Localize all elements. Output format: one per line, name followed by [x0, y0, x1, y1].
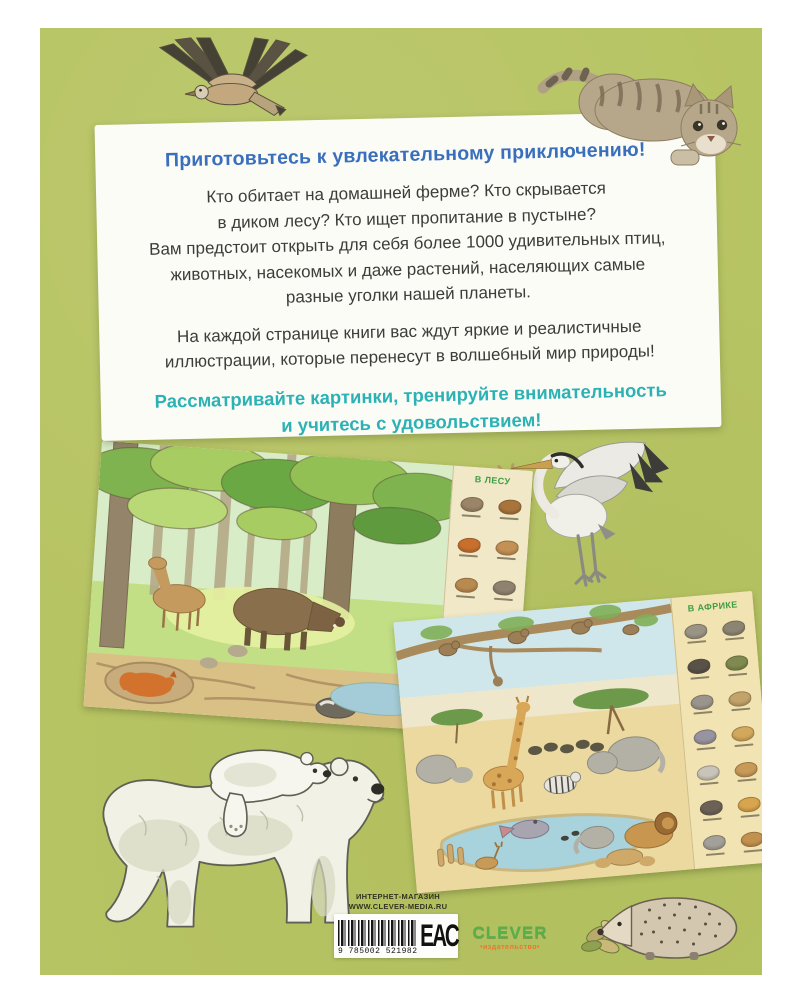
zebra-thumbnail [696, 764, 721, 785]
marten-thumbnail [497, 499, 521, 520]
thumbnail-caption [702, 817, 721, 821]
ostrich-icon [687, 658, 711, 675]
cover-background [40, 28, 762, 975]
forest-scene-illustration [83, 441, 453, 731]
thumbnail-caption [696, 747, 715, 751]
meerkat-icon [728, 690, 752, 707]
rhinoceros-thumbnail [690, 694, 715, 715]
savanna-scene-illustration [393, 598, 694, 893]
thumbnail-caption [732, 708, 751, 712]
blurb-paragraph-2 [99, 311, 720, 376]
secretary-bird-icon [683, 623, 707, 640]
gazelle-icon [734, 761, 758, 778]
blurb-line: Кто обитает на домашней ферме? Кто скрывается [206, 178, 607, 207]
shop-label: ИНТЕРНЕТ-МАГАЗИН [355, 892, 441, 901]
forest-poster-title: В ЛЕСУ [474, 474, 511, 487]
thumbnail-caption [705, 852, 724, 856]
cta-line: Рассматривайте картинки, тренируйте внимательность [154, 378, 668, 412]
blurb-line: иллюстрации, которые перенесут в волшебный мир природы! [164, 341, 655, 372]
thumbnail-caption [741, 814, 760, 818]
rhinoceros-icon [690, 694, 714, 711]
secretary-bird-thumbnail [683, 623, 708, 644]
marten-icon [498, 499, 522, 516]
blurb-heading: Приготовьтесь к увлекательному приключению! [164, 138, 646, 172]
gazelle-thumbnail [734, 761, 759, 782]
hippopotamus-icon [693, 729, 717, 746]
thumbnail-caption [690, 676, 709, 680]
africa-poster-title: В АФРИКЕ [687, 599, 739, 614]
zebra-icon [696, 764, 720, 781]
buffalo-thumbnail [699, 799, 724, 820]
blurb-line: На каждой странице книги вас ждут яркие и реалистичные [176, 316, 642, 346]
thumbnail-caption [699, 782, 718, 786]
fox-icon [457, 537, 481, 554]
hedgehog-icon [492, 580, 516, 597]
lion-icon [740, 831, 762, 848]
flying-eagle-illustration [140, 36, 325, 128]
publisher-logo [468, 923, 552, 951]
african-elephant-thumbnail [702, 835, 727, 856]
vulture-thumbnail [722, 620, 747, 641]
cta-line: и учитесь с удовольствием! [280, 408, 542, 436]
thumbnail-caption [687, 641, 706, 645]
thumbnail-caption [456, 595, 475, 598]
crocodile-thumbnail [725, 655, 750, 676]
online-shop-info [298, 892, 498, 911]
roe-deer-thumbnail [494, 539, 518, 560]
giraffe-icon [737, 796, 761, 813]
africa-poster [393, 591, 762, 893]
blurb-line: разные уголки нашей планеты. [285, 282, 532, 307]
thumbnail-caption [744, 849, 762, 853]
thumbnail-caption [728, 673, 747, 677]
thumbnail-caption [725, 637, 744, 641]
blurb-line: Вам предстоит открыть для себя более 1000 удивительных птиц, [148, 228, 666, 259]
barcode [338, 917, 416, 956]
thumbnail-caption [496, 557, 515, 560]
lion-thumbnail [740, 831, 762, 852]
cheetah-icon [731, 726, 755, 743]
thumbnail-caption [738, 778, 757, 782]
blurb-line: животных, насекомых и даже растений, населяющих самые [170, 254, 646, 284]
publisher-name: CLEVER [472, 923, 548, 942]
blurb-paragraph-1 [96, 173, 719, 315]
ostrich-thumbnail [687, 658, 712, 679]
red-deer-icon [455, 577, 479, 594]
buffalo-icon [699, 799, 723, 816]
shop-url: WWW.CLEVER-MEDIA.RU [348, 901, 448, 911]
barcode-bars [338, 920, 416, 946]
thumbnail-caption [459, 554, 478, 557]
hedgehog-thumbnail [492, 580, 516, 601]
thumbnail-caption [693, 711, 712, 715]
african-elephant-icon [702, 835, 726, 852]
barcode-digits: 9 785002 521982 [338, 946, 418, 956]
cheetah-thumbnail [731, 726, 756, 747]
roe-deer-icon [495, 539, 519, 556]
thumbnail-caption [462, 514, 481, 517]
thumbnail-caption [735, 743, 754, 747]
blurb-line: в диком лесу? Кто ищет пропитание в пустыне? [217, 204, 597, 232]
barcode-block [334, 914, 458, 958]
thumbnail-caption [494, 597, 513, 600]
meerkat-thumbnail [728, 690, 753, 711]
eac-conformity-mark: ЕАС [420, 917, 459, 953]
fox-thumbnail [457, 537, 481, 558]
hippopotamus-thumbnail [693, 729, 718, 750]
publisher-subtitle: •издательство• [480, 944, 540, 951]
red-deer-thumbnail [454, 577, 478, 598]
giraffe-thumbnail [737, 796, 762, 817]
owl-icon [460, 497, 484, 514]
hedgehog-illustration [578, 888, 746, 970]
thumbnail-caption [499, 517, 518, 520]
wildcat-illustration [535, 50, 750, 178]
crocodile-icon [725, 655, 749, 672]
vulture-icon [722, 620, 746, 637]
owl-thumbnail [460, 497, 484, 518]
